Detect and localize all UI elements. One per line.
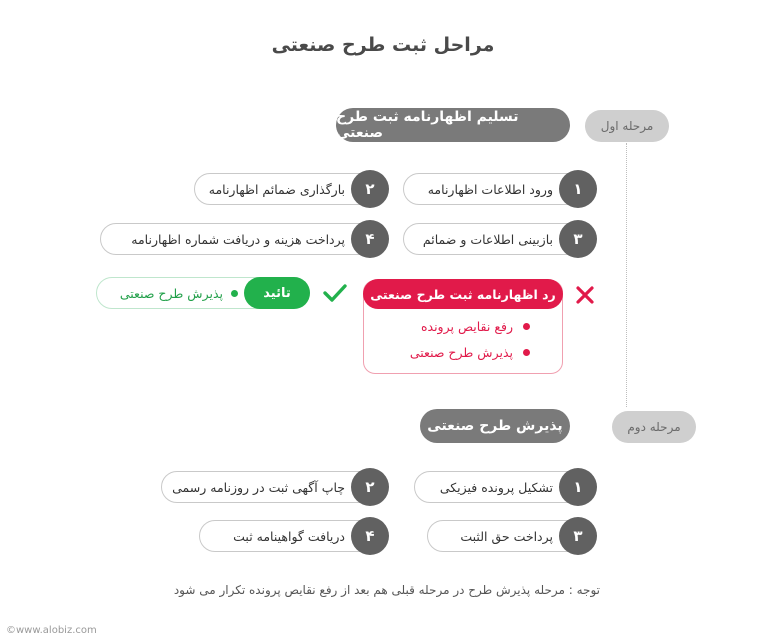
stage1-step-2 (194, 173, 388, 205)
step-label: چاپ آگهی ثبت در روزنامه رسمی (172, 479, 345, 495)
bullet-icon (231, 290, 238, 297)
accept-item (108, 283, 238, 303)
step-label: پرداخت هزینه و دریافت شماره اظهارنامه (131, 231, 345, 247)
stage1-step-4 (100, 223, 388, 255)
accept-item-label: پذیرش طرح صنعتی (119, 285, 223, 301)
step-number: ۱ (559, 170, 597, 208)
stage1-title: تسلیم اظهارنامه ثبت طرح صنعتی (336, 108, 570, 142)
stage2-title: پذیرش طرح صنعتی (420, 409, 570, 443)
step-label: دریافت گواهینامه ثبت (233, 528, 345, 544)
reject-item-label: پذیرش طرح صنعتی (409, 344, 513, 360)
accept-check-icon (322, 282, 348, 304)
stage2-step-1 (414, 471, 596, 503)
copyright: ©www.alobiz.com (6, 625, 97, 636)
stage2-step-4 (199, 520, 388, 552)
reject-item-label: رفع نقایص پرونده (420, 318, 513, 334)
stage2-step-2 (161, 471, 388, 503)
reject-x-icon (574, 284, 596, 306)
stage-connector (626, 143, 627, 407)
step-number: ۲ (351, 170, 389, 208)
bullet-icon (523, 323, 530, 330)
bullet-icon (523, 349, 530, 356)
step-label: پرداخت حق الثبت (460, 528, 553, 544)
step-number: ۲ (351, 468, 389, 506)
step-number: ۳ (559, 517, 597, 555)
step-number: ۱ (559, 468, 597, 506)
reject-heading: رد اظهارنامه ثبت طرح صنعتی (363, 279, 563, 309)
step-label: بازبینی اطلاعات و ضمائم (422, 231, 553, 247)
stage1-tag: مرحله اول (585, 110, 669, 142)
step-label: بارگذاری ضمائم اظهارنامه (208, 181, 345, 197)
stage1-step-1 (403, 173, 596, 205)
reject-item-2 (375, 342, 530, 362)
step-label: تشکیل پرونده فیزیکی (439, 479, 553, 495)
stage2-step-3 (427, 520, 596, 552)
page-title: مراحل ثبت طرح صنعتی (271, 34, 495, 56)
step-number: ۴ (351, 517, 389, 555)
footnote: توجه : مرحله پذیرش طرح در مرحله قبلی هم بعد از رفع نقایص پرونده تکرار می شود (173, 583, 600, 597)
step-label: ورود اطلاعات اظهارنامه (427, 181, 553, 197)
step-number: ۳ (559, 220, 597, 258)
step-number: ۴ (351, 220, 389, 258)
stage1-step-3 (403, 223, 596, 255)
stage2-tag: مرحله دوم (612, 411, 696, 443)
reject-item-1 (375, 316, 530, 336)
accept-badge: تائید (244, 277, 310, 309)
